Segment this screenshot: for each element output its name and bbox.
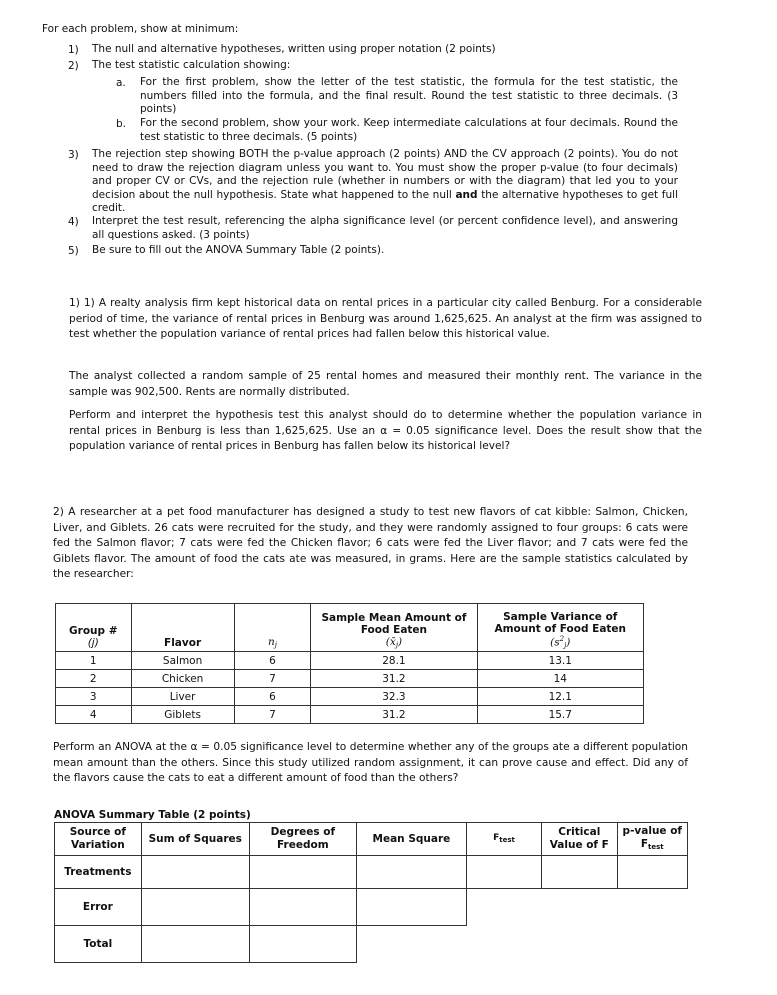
instruction-number: 2) xyxy=(68,60,79,72)
cell-n: 7 xyxy=(234,670,311,688)
cell-n: 6 xyxy=(234,688,311,706)
problem1-paragraph: 1) 1) A realty analysis firm kept historical data on rental prices in a particular city called Benburg. For a considerable period of time, the variance of rental prices in Benburg was around 1,625,625. An analyst at the firm was assigned to test whether the population variance of rental prices had fallen below this historical value. xyxy=(69,297,702,341)
cell-n: 7 xyxy=(234,706,311,724)
instruction-bold: and xyxy=(455,188,478,201)
header-group-label: Group # xyxy=(69,625,118,637)
cell-group: 1 xyxy=(56,652,132,670)
anova-header-source: Source of Variation xyxy=(55,823,142,856)
problem1-paragraph: Perform and interpret the hypothesis test this analyst should do to determine whether the population variance in rental prices in Benburg is less than 1,625,625. Use an α = 0.05 significance level. Does the result show that the population variance of rental prices in Benburg has fallen below its historical level? xyxy=(69,409,702,453)
instruction-item: Be sure to fill out the ANOVA Summary Table (2 points). xyxy=(92,244,385,256)
instruction-item xyxy=(92,148,678,216)
header-group-symbol: (j) xyxy=(87,637,99,649)
cell-mean: 32.3 xyxy=(311,688,477,706)
anova-table-title: ANOVA Summary Table (2 points) xyxy=(54,809,251,821)
header-mean-label: Sample Mean Amount of Food Eaten xyxy=(321,612,467,636)
anova-row xyxy=(55,889,688,926)
anova-input-cell[interactable] xyxy=(356,889,466,926)
anova-header-ms: Mean Square xyxy=(356,823,466,856)
header-var-label: Sample Variance of Amount of Food Eaten xyxy=(494,610,627,635)
instruction-number: 3) xyxy=(68,149,79,161)
anova-row-error: Error xyxy=(55,889,142,926)
empty-cell xyxy=(466,889,541,926)
anova-input-cell[interactable] xyxy=(141,926,249,963)
header-var-symbol xyxy=(484,635,637,650)
instruction-item: The test statistic calculation showing: xyxy=(92,59,291,71)
cell-group: 4 xyxy=(56,706,132,724)
cell-variance: 14 xyxy=(477,670,643,688)
table-row xyxy=(56,706,644,724)
mean-symbol: (x̄ xyxy=(385,636,396,648)
problem1-paragraph: The analyst collected a random sample of 25 rental homes and measured their monthly rent. The variance in the sample was 902,500. Rents are normally distributed. xyxy=(69,370,702,398)
header-sample-size xyxy=(234,604,311,652)
instruction-text: The rejection step showing BOTH the p-value approach (2 points) AND the CV approach (2 points). You do not need to draw the rejection diagram unless you want to. You must show the proper p-value (to four decimals) and proper CV or CVs, and the rejection rule (whether in numbers or with the diagram) that led you to your decision about the null hypothesis. State what happened to the null xyxy=(92,148,678,201)
anova-input-cell[interactable] xyxy=(249,889,356,926)
empty-cell xyxy=(617,926,687,963)
sample-statistics-table xyxy=(55,603,644,724)
header-flavor: Flavor xyxy=(131,604,234,652)
ftest-label: F xyxy=(493,832,500,843)
anova-input-cell[interactable] xyxy=(141,856,249,889)
anova-summary-table xyxy=(54,822,688,963)
header-mean-symbol xyxy=(317,636,470,649)
cell-variance: 13.1 xyxy=(477,652,643,670)
table-row xyxy=(56,670,644,688)
table-row xyxy=(56,688,644,706)
var-symbol-superscript: 2 xyxy=(559,634,565,643)
pvalue-label: p-value of F xyxy=(622,824,682,850)
header-sample-variance xyxy=(477,604,643,652)
empty-cell xyxy=(466,926,541,963)
instruction-number: 1) xyxy=(68,44,79,56)
pvalue-subscript: test xyxy=(648,842,664,851)
anova-input-cell[interactable] xyxy=(249,926,356,963)
cell-group: 3 xyxy=(56,688,132,706)
problem2-question: Perform an ANOVA at the α = 0.05 significance level to determine whether any of the groups ate a different population mean amount than the others. Since this study utilized random assignment, it can prove cause and effect. Did any of the flavors cause the cats to eat a different amount of food than the others? xyxy=(53,741,688,785)
anova-row xyxy=(55,856,688,889)
empty-cell xyxy=(542,926,617,963)
header-n-subscript: j xyxy=(274,641,277,649)
anova-header-df: Degrees of Freedom xyxy=(249,823,356,856)
cell-flavor: Liver xyxy=(131,688,234,706)
var-symbol-subscript: j xyxy=(564,641,567,649)
header-group xyxy=(56,604,132,652)
cell-mean: 31.2 xyxy=(311,706,477,724)
anova-row xyxy=(55,926,688,963)
anova-header-pvalue xyxy=(617,823,687,856)
problem2-intro: 2) A researcher at a pet food manufacturer has designed a study to test new flavors of cat kibble: Salmon, Chicken, Liver, and Giblets. 26 cats were recruited for the study, and they were randomly assigned to four groups: 6 cats were fed the Salmon flavor; 7 cats were fed the Chicken flavor; 6 cats were fed the Liver flavor; and 7 cats were fed the Giblets flavor. The amount of food the cats ate was measured, in grams. Here are the sample statistics calculated by the researcher: xyxy=(53,506,688,581)
cell-variance: 15.7 xyxy=(477,706,643,724)
anova-input-cell[interactable] xyxy=(542,856,617,889)
anova-input-cell[interactable] xyxy=(141,889,249,926)
header-n: n xyxy=(268,636,275,648)
empty-cell xyxy=(356,926,466,963)
anova-header-ss: Sum of Squares xyxy=(141,823,249,856)
cell-flavor: Chicken xyxy=(131,670,234,688)
cell-mean: 28.1 xyxy=(311,652,477,670)
mean-symbol-subscript: j xyxy=(395,641,398,649)
subitem-text: For the second problem, show your work. Keep intermediate calculations at four decimals. Round the test statistic to three decimals. (5 points) xyxy=(140,117,678,143)
instruction-text-end: the alternative hypotheses to get full credit. xyxy=(92,188,678,214)
anova-input-cell[interactable] xyxy=(617,856,687,889)
anova-input-cell[interactable] xyxy=(356,856,466,889)
anova-input-cell[interactable] xyxy=(466,856,541,889)
empty-cell xyxy=(542,889,617,926)
anova-input-cell[interactable] xyxy=(249,856,356,889)
header-sample-mean xyxy=(311,604,477,652)
var-symbol-close: ) xyxy=(566,636,571,648)
anova-header-ftest xyxy=(466,823,541,856)
cell-mean: 31.2 xyxy=(311,670,477,688)
subitem-letter: b. xyxy=(116,118,127,130)
table-row xyxy=(56,652,644,670)
cell-flavor: Giblets xyxy=(131,706,234,724)
cell-flavor: Salmon xyxy=(131,652,234,670)
instruction-number: 5) xyxy=(68,245,79,257)
anova-header-critical: Critical Value of F xyxy=(542,823,617,856)
anova-row-total: Total xyxy=(55,926,142,963)
subitem-text: For the first problem, show the letter of the test statistic, the formula for the test statistic, the numbers filled into the formula, and the final result. Round the test statistic to three decimals. (3 points) xyxy=(140,76,678,115)
cell-variance: 12.1 xyxy=(477,688,643,706)
instruction-number: 4) xyxy=(68,216,79,228)
anova-row-treatments: Treatments xyxy=(55,856,142,889)
var-symbol: (s xyxy=(550,636,560,648)
mean-symbol-close: ) xyxy=(397,636,403,648)
cell-n: 6 xyxy=(234,652,311,670)
instructions-heading: For each problem, show at minimum: xyxy=(42,23,239,35)
empty-cell xyxy=(617,889,687,926)
ftest-subscript: test xyxy=(499,835,515,844)
instruction-item: The null and alternative hypotheses, written using proper notation (2 points) xyxy=(92,43,496,55)
subitem-letter: a. xyxy=(116,77,126,89)
instruction-item: Interpret the test result, referencing the alpha significance level (or percent confidence level), and answering all questions asked. (3 points) xyxy=(92,215,678,241)
cell-group: 2 xyxy=(56,670,132,688)
